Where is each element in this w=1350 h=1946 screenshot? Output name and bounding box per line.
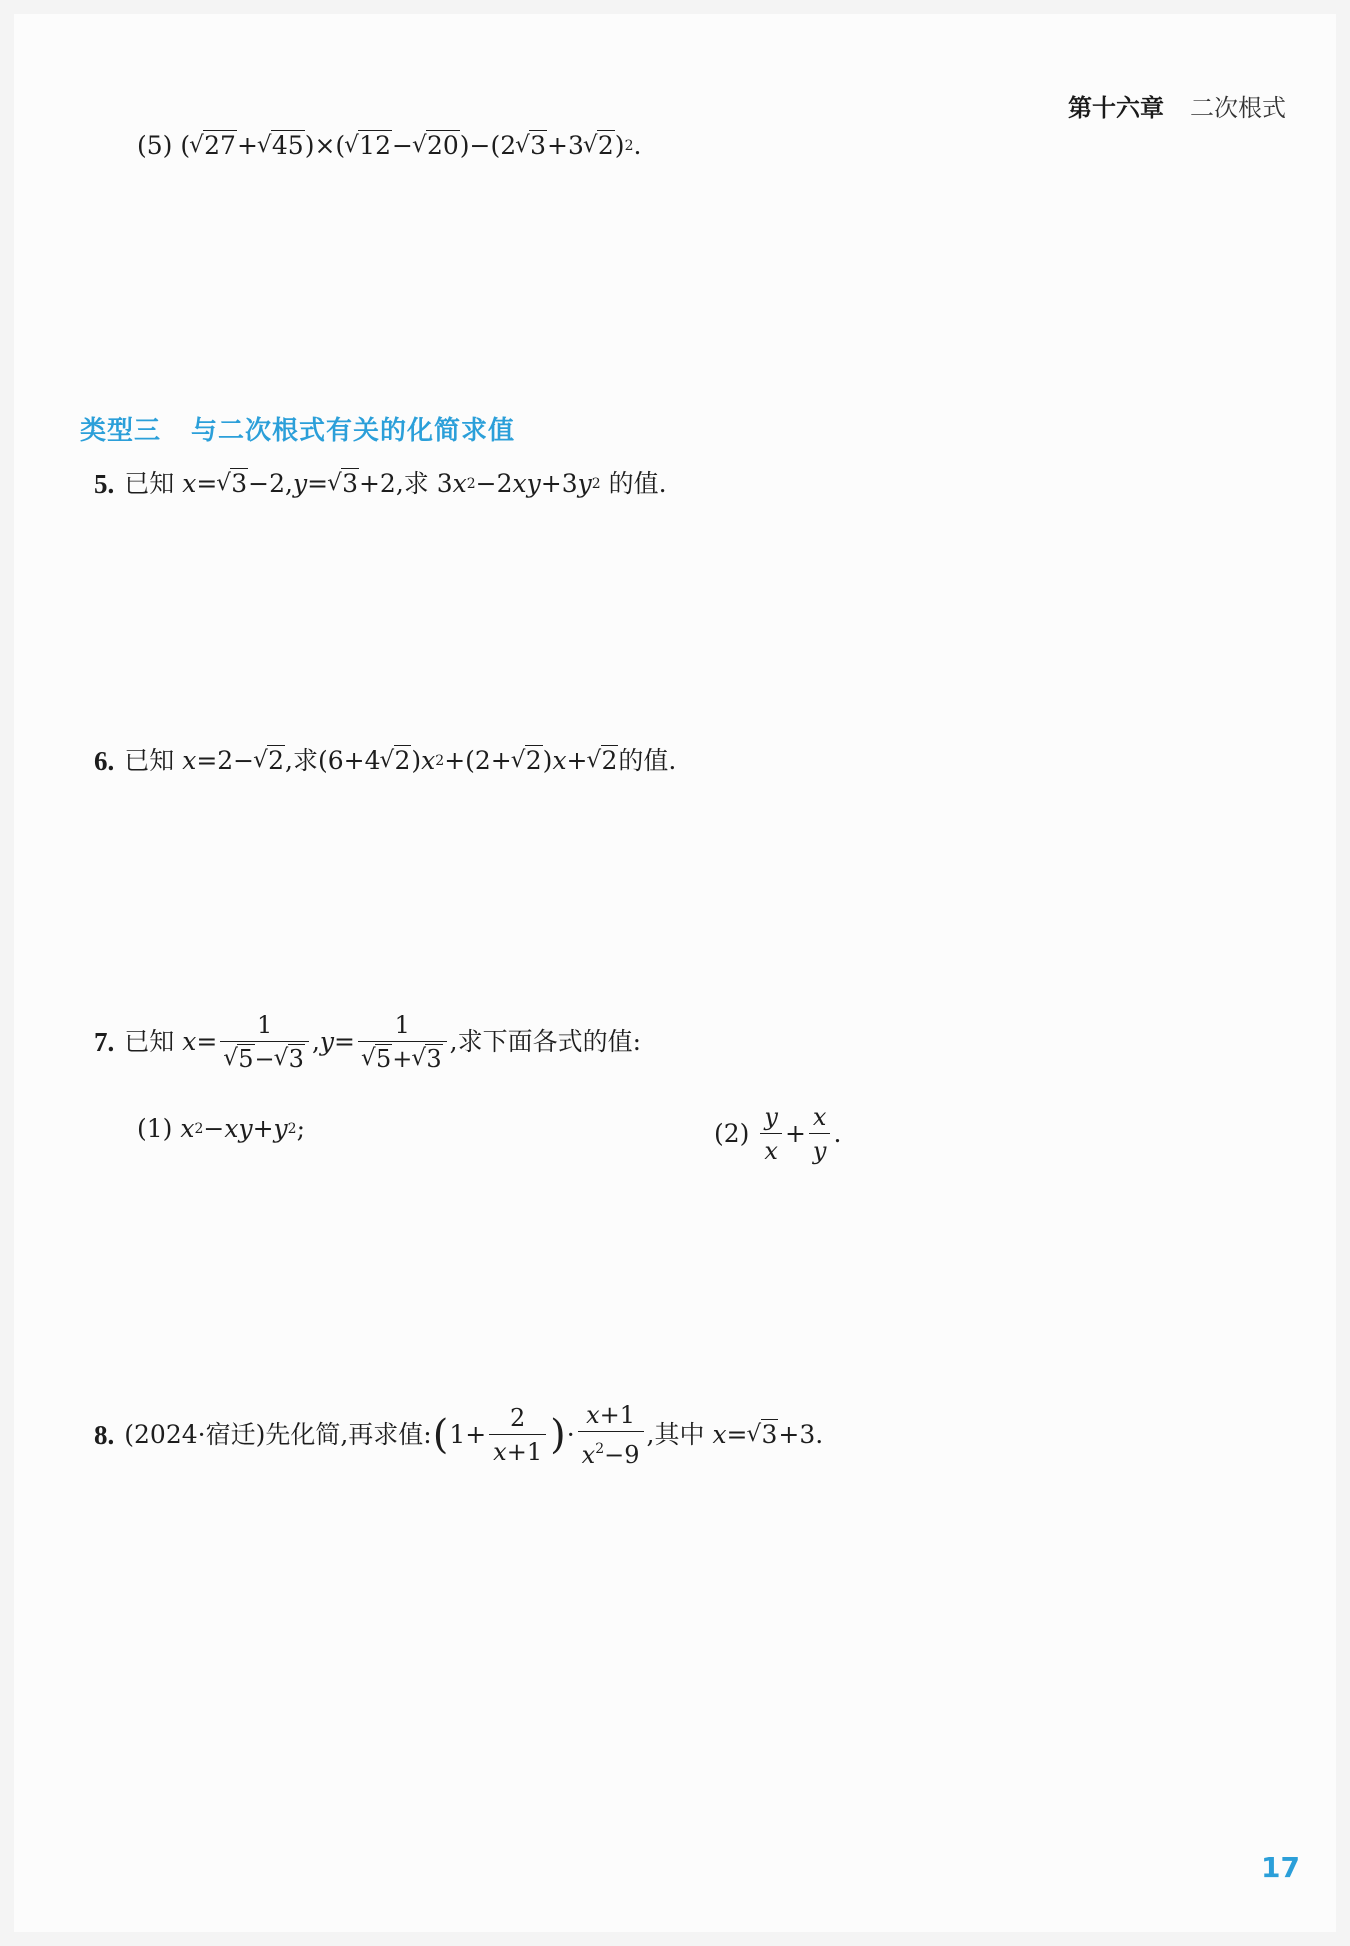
- section-title: [80, 410, 515, 447]
- problem-7-2: (2) $\frac{y}{x}$ + $\frac{x}{y}$ .: [714, 1103, 842, 1165]
- problem-4-5: (5) ( √ 27 + √ 45 )×( √ 12 − √ 20 )−(2 √ 3 +3 √ 2 ) 2 .: [137, 126, 641, 166]
- section-label: 类型三: [80, 416, 162, 446]
- textbook-page: [14, 14, 1336, 1932]
- problem-7: 7. 已知 x = 1 √ 5−√ 3 , y = 1 √ 5+√ 3 ,求下面各式的值:: [94, 1010, 641, 1074]
- chapter-label: 第十六章: [1068, 94, 1164, 122]
- problem-7-1-label: (1): [137, 1114, 173, 1143]
- problem-5-number: 5.: [94, 469, 115, 499]
- problem-6: 6. 已知 x =2− √ 2 ,求(6+4 √ 2 ) x 2 +(2+ √ 2 ) x + √ 2 的值.: [94, 741, 676, 781]
- problem-5: 5. 已知 x = √ 3 −2, y = √ 3 +2,求 3 x 2 −2 xy +3 y 2 的值.: [94, 464, 667, 504]
- problem-8-number: 8.: [94, 1420, 115, 1450]
- problem-4-5-label: (5): [137, 131, 173, 160]
- problem-7-2-label: (2): [714, 1119, 750, 1148]
- problem-7-number: 7.: [94, 1027, 115, 1057]
- problem-6-number: 6.: [94, 746, 115, 776]
- chapter-topic: 二次根式: [1190, 94, 1286, 122]
- problem-7-1: (1) x 2 − xy + y 2 ;: [137, 1109, 305, 1149]
- section-heading: 与二次根式有关的化简求值: [191, 416, 516, 446]
- problem-8: 8. (2024·宿迁)先化简,再求值: ( 1+ $\frac{2}{x+1}$ ) · $\frac{x+1}{x^2-9}$ ,其中 x = √ 3 +3.: [94, 1400, 823, 1470]
- page-number: 17: [1261, 1851, 1300, 1884]
- chapter-header: [1068, 88, 1286, 123]
